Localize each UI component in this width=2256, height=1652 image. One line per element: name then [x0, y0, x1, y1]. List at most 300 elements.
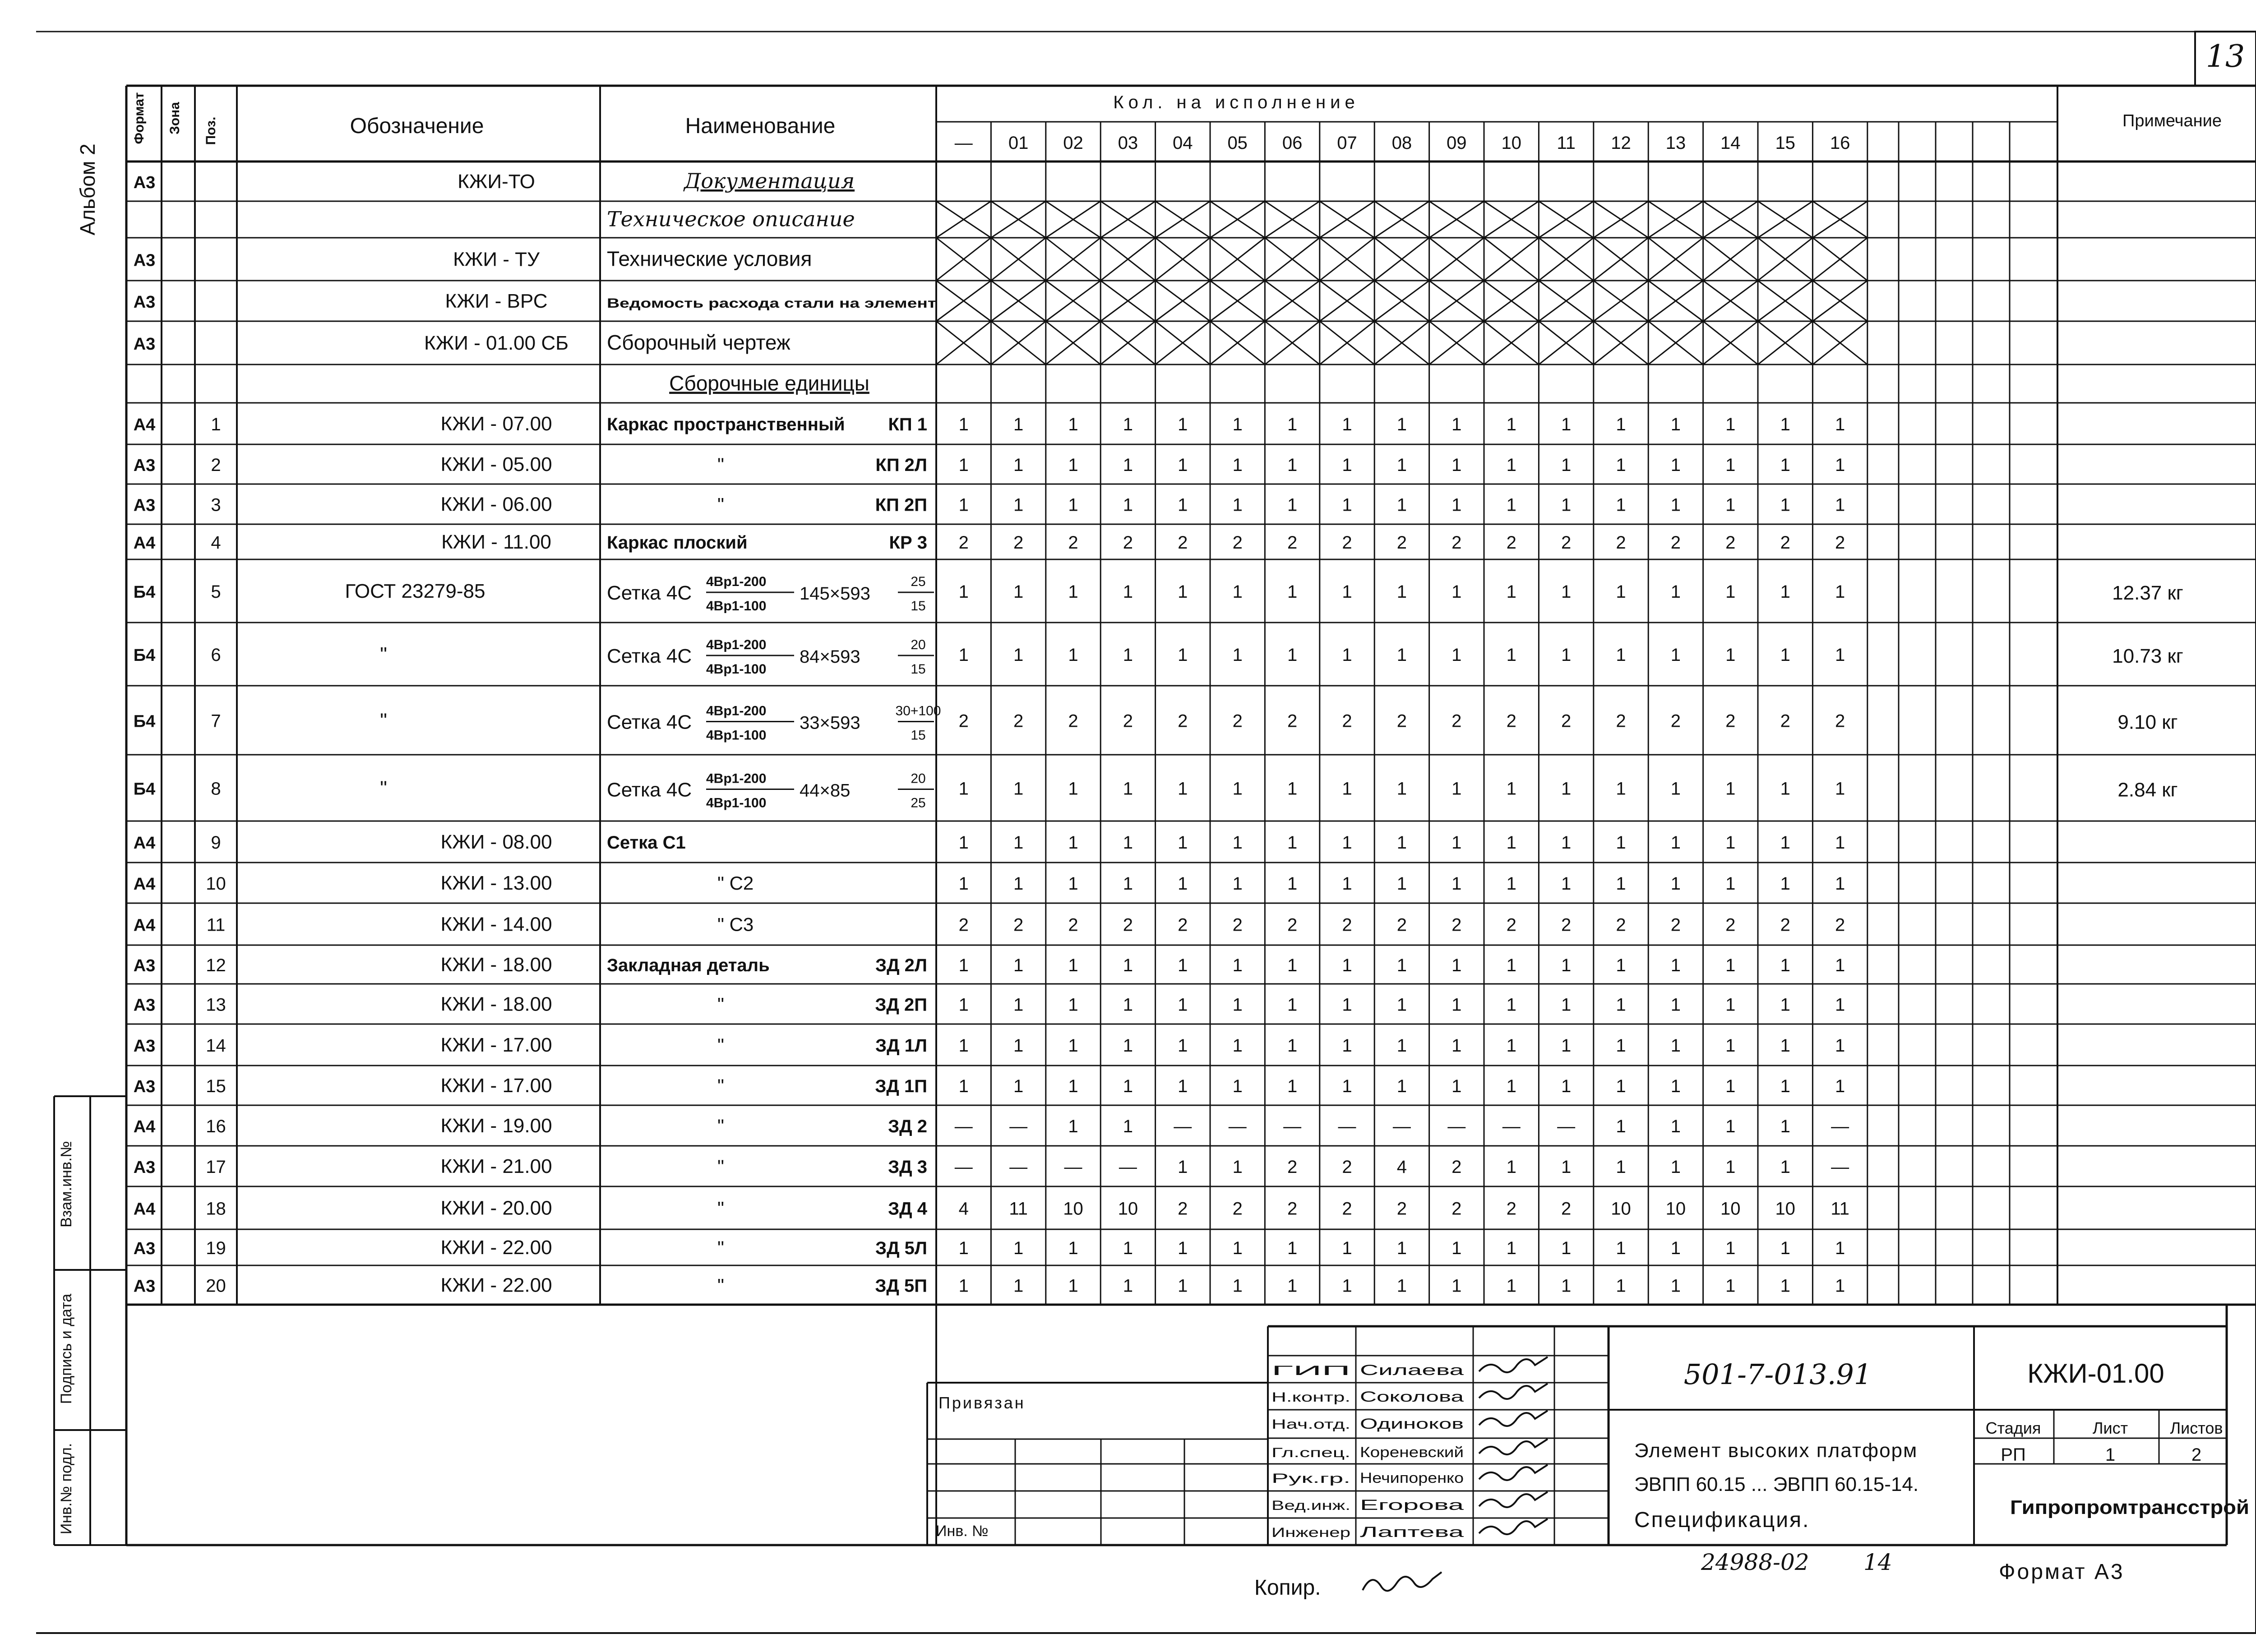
organization: Гипропромтрансстрой: [2010, 1496, 2249, 1518]
qty-cell: 1: [1561, 415, 1572, 434]
row-name: ": [717, 494, 724, 515]
approval-signature: [1479, 1492, 1548, 1507]
spec-table-header: [76, 39, 2245, 235]
page-number: 13: [2205, 39, 2245, 74]
qty-cell: 1: [1068, 455, 1078, 475]
variant-label: 09: [1447, 133, 1467, 153]
variant-label: 07: [1337, 133, 1357, 153]
qty-cell: 1: [1287, 645, 1298, 665]
row-position: 14: [206, 1036, 226, 1056]
row-name: ": [717, 1075, 724, 1096]
qty-cell: 1: [1013, 1238, 1024, 1258]
row-mark: ЗД 1Л: [875, 1036, 927, 1056]
row-position: 18: [206, 1199, 226, 1219]
qty-cell: 11: [1831, 1199, 1849, 1219]
row-designation: КЖИ - 17.00: [440, 1075, 552, 1097]
qty-cell: 1: [1835, 779, 1845, 799]
qty-cell: 1: [1068, 1238, 1078, 1258]
title-line-3: Спецификация.: [1634, 1508, 1810, 1532]
approval-role: Нач.отд.: [1271, 1417, 1350, 1432]
sheets-label: Листов: [2170, 1419, 2223, 1437]
qty-cell: 1: [1725, 955, 1736, 975]
row-designation: КЖИ - 06.00: [440, 493, 552, 516]
qty-cell: 2: [1232, 1199, 1243, 1219]
qty-cell: 1: [1835, 1276, 1845, 1296]
qty-cell: 1: [1561, 833, 1572, 853]
row-name: ": [717, 1156, 724, 1177]
row-mark: ЗД 4: [888, 1199, 927, 1219]
row-format: Б4: [133, 646, 156, 665]
spec-table-body: [134, 169, 2183, 1297]
qty-cell: 1: [1123, 495, 1133, 515]
qty-cell: 1: [1506, 1076, 1516, 1096]
left-side-stamp: [54, 1096, 126, 1545]
qty-cell: 1: [1123, 455, 1133, 475]
qty-cell: 1: [1835, 1036, 1845, 1056]
qty-cell: 1: [1178, 1157, 1188, 1177]
qty-cell: 1: [1068, 1117, 1078, 1136]
qty-cell: 1: [1616, 1157, 1626, 1177]
qty-cell: 1: [1452, 1276, 1462, 1296]
qty-cell: 1: [1123, 415, 1133, 434]
row-name: Каркас плоский: [607, 533, 748, 553]
approval-role: Н.контр.: [1271, 1390, 1350, 1405]
row-position: 9: [211, 833, 221, 853]
qty-cell: 2: [958, 915, 969, 935]
row-designation: КЖИ - 21.00: [440, 1155, 552, 1177]
qty-cell: 1: [1178, 1036, 1188, 1056]
qty-cell: 1: [1780, 1238, 1790, 1258]
qty-cell: 2: [1561, 711, 1572, 731]
qty-cell: 2: [958, 711, 969, 731]
qty-cell: 1: [1396, 1036, 1407, 1056]
qty-cell: 1: [1013, 455, 1024, 475]
mesh-ratio-top: 25: [911, 574, 926, 589]
row-name: Техническое описание: [607, 207, 855, 231]
row-format: А3: [133, 956, 156, 975]
qty-cell: 1: [1780, 1276, 1790, 1296]
qty-cell: 1: [1780, 874, 1790, 894]
qty-cell: 1: [1068, 779, 1078, 799]
qty-cell: 1: [1670, 415, 1681, 434]
qty-cell: 2: [1396, 1199, 1407, 1219]
qty-cell: 1: [1068, 582, 1078, 602]
qty-cell: 1: [1068, 495, 1078, 515]
row-format: А4: [133, 1200, 156, 1219]
qty-cell: 1: [1232, 779, 1243, 799]
row-position: 13: [206, 995, 226, 1015]
qty-cell: 1: [1013, 779, 1024, 799]
mesh-rod-bottom: 4Вр1-100: [706, 795, 767, 811]
approval-person: Одиноков: [1360, 1416, 1464, 1432]
qty-cell: 1: [1725, 995, 1736, 1015]
qty-cell: 1: [1506, 779, 1516, 799]
qty-cell: 2: [1780, 915, 1790, 935]
qty-cell: 1: [1396, 874, 1407, 894]
qty-cell: 1: [1616, 1276, 1626, 1296]
qty-cell: 1: [1670, 1157, 1681, 1177]
row-format: А3: [133, 293, 156, 312]
qty-cell: 1: [1561, 1238, 1572, 1258]
qty-cell: —: [1174, 1117, 1192, 1136]
row-position: 10: [206, 874, 226, 894]
row-name: " С2: [717, 872, 754, 894]
qty-cell: 1: [1452, 833, 1462, 853]
qty-cell: 1: [1396, 1276, 1407, 1296]
qty-cell: 1: [1561, 955, 1572, 975]
sheet-footer: [1254, 1549, 2125, 1600]
row-position: 3: [211, 495, 221, 515]
qty-cell: 2: [1068, 533, 1078, 553]
qty-cell: 10: [1775, 1199, 1795, 1219]
qty-cell: 1: [1342, 582, 1352, 602]
qty-cell: 1: [1506, 955, 1516, 975]
qty-cell: 1: [1287, 779, 1298, 799]
format-label: Формат А3: [1999, 1560, 2125, 1584]
qty-cell: 1: [1123, 1076, 1133, 1096]
mesh-dimensions: 44×85: [800, 780, 851, 801]
qty-cell: 1: [958, 833, 969, 853]
qty-cell: 1: [1342, 495, 1352, 515]
variant-label: 02: [1063, 133, 1083, 153]
qty-cell: 2: [1616, 533, 1626, 553]
row-mark: КП 2Л: [875, 455, 927, 475]
qty-cell: 1: [1835, 582, 1845, 602]
qty-cell: 1: [1342, 995, 1352, 1015]
qty-cell: 2: [1725, 915, 1736, 935]
row-position: 11: [206, 915, 226, 935]
qty-cell: 1: [1396, 495, 1407, 515]
qty-cell: 1: [958, 495, 969, 515]
bound-label: Привязан: [938, 1394, 1026, 1412]
header-designation: Обозначение: [350, 114, 484, 138]
qty-cell: 1: [1725, 1036, 1736, 1056]
qty-cell: 1: [1396, 779, 1407, 799]
row-name: Сетка 4С: [607, 582, 692, 604]
qty-cell: 1: [958, 1276, 969, 1296]
qty-cell: 1: [1178, 833, 1188, 853]
qty-cell: 2: [1287, 533, 1298, 553]
qty-cell: 1: [1780, 1157, 1790, 1177]
row-designation: КЖИ - 19.00: [440, 1115, 552, 1137]
qty-cell: 1: [1013, 1036, 1024, 1056]
qty-cell: —: [1392, 1117, 1411, 1136]
mesh-rod-bottom: 4Вр1-100: [706, 728, 767, 743]
qty-cell: 1: [1725, 645, 1736, 665]
approval-signature: [1479, 1519, 1548, 1534]
row-format: А4: [133, 534, 156, 553]
qty-cell: 2: [1835, 533, 1845, 553]
qty-cell: 1: [1287, 833, 1298, 853]
row-format: А3: [133, 251, 156, 270]
qty-cell: 1: [1178, 495, 1188, 515]
qty-cell: —: [954, 1117, 973, 1136]
row-position: 20: [206, 1276, 226, 1296]
qty-cell: 1: [1178, 995, 1188, 1015]
qty-cell: 1: [1452, 1036, 1462, 1056]
qty-cell: 1: [1452, 582, 1462, 602]
header-notes: Примечание: [2122, 111, 2222, 130]
row-designation: КЖИ - 18.00: [440, 993, 552, 1015]
qty-cell: 1: [1561, 455, 1572, 475]
qty-cell: 1: [1287, 995, 1298, 1015]
qty-cell: 1: [1287, 1238, 1298, 1258]
qty-cell: 1: [1452, 1076, 1462, 1096]
row-format: А4: [133, 415, 156, 434]
mesh-ratio-bottom: 15: [911, 599, 926, 614]
qty-cell: 2: [1452, 1199, 1462, 1219]
approval-role: Вед.инж.: [1271, 1498, 1350, 1513]
row-format: Б4: [133, 712, 156, 731]
copy-label: Копир.: [1254, 1576, 1321, 1600]
qty-cell: 2: [1013, 915, 1024, 935]
qty-cell: 1: [1068, 833, 1078, 853]
qty-cell: 1: [1780, 455, 1790, 475]
inventory-label: Инв. №: [936, 1523, 989, 1540]
qty-cell: 1: [1068, 874, 1078, 894]
qty-cell: 1: [1616, 995, 1626, 1015]
qty-cell: 1: [1013, 955, 1024, 975]
qty-cell: 2: [1123, 915, 1133, 935]
qty-cell: 2: [1013, 711, 1024, 731]
qty-cell: 2: [1178, 533, 1188, 553]
row-format: А3: [133, 1239, 156, 1258]
side-stamp-replaced: Взам.инв.№: [58, 1141, 75, 1227]
qty-cell: 1: [1616, 955, 1626, 975]
qty-cell: 1: [1068, 415, 1078, 434]
sheet-value: 1: [2105, 1445, 2116, 1465]
qty-cell: 1: [1123, 1276, 1133, 1296]
row-name: Сборочные единицы: [669, 371, 869, 395]
row-note: 10.73 кг: [2112, 645, 2183, 667]
qty-cell: 1: [1670, 582, 1681, 602]
qty-cell: 1: [1178, 779, 1188, 799]
qty-cell: 1: [1178, 455, 1188, 475]
qty-cell: 1: [1725, 779, 1736, 799]
qty-cell: 10: [1118, 1199, 1138, 1219]
qty-cell: —: [1119, 1157, 1137, 1177]
qty-cell: 2: [1561, 1199, 1572, 1219]
qty-cell: —: [954, 1157, 973, 1177]
row-designation: КЖИ - 07.00: [440, 413, 552, 435]
qty-cell: 2: [1342, 1157, 1352, 1177]
qty-cell: 1: [1232, 955, 1243, 975]
approval-signature: [1479, 1465, 1548, 1480]
qty-cell: 1: [1616, 1036, 1626, 1056]
archive-sheet: 14: [1863, 1549, 1892, 1575]
qty-cell: 2: [1506, 711, 1516, 731]
approval-person: Егорова: [1360, 1497, 1464, 1513]
variant-label: 05: [1227, 133, 1248, 153]
row-designation: КЖИ - 22.00: [440, 1274, 552, 1297]
qty-cell: 2: [1725, 533, 1736, 553]
stage-label: Стадия: [1985, 1419, 2041, 1437]
qty-cell: 1: [1780, 995, 1790, 1015]
qty-cell: 1: [1835, 1238, 1845, 1258]
variant-label: 04: [1173, 133, 1193, 153]
qty-cell: 1: [1616, 495, 1626, 515]
qty-cell: 1: [1178, 415, 1188, 434]
qty-cell: 1: [1342, 645, 1352, 665]
qty-cell: —: [1009, 1157, 1028, 1177]
qty-cell: 1: [1506, 1238, 1516, 1258]
qty-cell: 1: [1123, 833, 1133, 853]
row-name: Сетка 4С: [607, 711, 692, 734]
qty-cell: 1: [1123, 582, 1133, 602]
qty-cell: 2: [1396, 533, 1407, 553]
qty-cell: 1: [1561, 645, 1572, 665]
approval-signature: [1479, 1411, 1548, 1426]
qty-cell: 1: [1342, 779, 1352, 799]
qty-cell: 2: [1506, 533, 1516, 553]
row-mark: КР 3: [889, 533, 927, 553]
qty-cell: 1: [1616, 1117, 1626, 1136]
title-line-2: ЭВПП 60.15 ... ЭВПП 60.15-14.: [1634, 1473, 1919, 1495]
qty-cell: 2: [1835, 915, 1845, 935]
row-mark: ЗД 5Л: [875, 1238, 927, 1258]
row-designation: КЖИ - 05.00: [440, 453, 552, 475]
approval-person: Нечипоренко: [1360, 1470, 1464, 1486]
sheets-value: 2: [2191, 1445, 2202, 1465]
qty-cell: 1: [958, 995, 969, 1015]
qty-cell: —: [1338, 1117, 1356, 1136]
qty-cell: 1: [1452, 495, 1462, 515]
row-name: ": [717, 1197, 724, 1219]
qty-cell: 2: [1506, 915, 1516, 935]
row-position: 8: [211, 779, 221, 799]
qty-cell: 2: [958, 533, 969, 553]
qty-cell: 1: [1725, 1238, 1736, 1258]
row-position: 2: [211, 455, 221, 475]
variant-label: 10: [1501, 133, 1521, 153]
qty-cell: 1: [1506, 415, 1516, 434]
qty-cell: 2: [1178, 915, 1188, 935]
qty-cell: 1: [1561, 582, 1572, 602]
row-designation: ": [380, 777, 387, 799]
qty-cell: 1: [1287, 1036, 1298, 1056]
qty-cell: 1: [958, 1036, 969, 1056]
approval-role: Рук.гр.: [1271, 1471, 1350, 1486]
sheet-frame: [36, 32, 2256, 1633]
row-position: 15: [206, 1076, 226, 1096]
qty-cell: 1: [1013, 1076, 1024, 1096]
qty-cell: 1: [1561, 995, 1572, 1015]
qty-cell: —: [1831, 1117, 1849, 1136]
qty-cell: 1: [1725, 582, 1736, 602]
qty-cell: 1: [1506, 1276, 1516, 1296]
qty-cell: 2: [1452, 1157, 1462, 1177]
qty-cell: 1: [1616, 779, 1626, 799]
row-format: А3: [133, 996, 156, 1015]
row-designation: КЖИ - ТУ: [453, 248, 540, 271]
qty-cell: 2: [1561, 533, 1572, 553]
qty-cell: 1: [1670, 1076, 1681, 1096]
qty-cell: 1: [1123, 995, 1133, 1015]
variant-label: 01: [1008, 133, 1029, 153]
qty-cell: 1: [1780, 582, 1790, 602]
qty-cell: 1: [1835, 874, 1845, 894]
row-name: Сборочный чертеж: [607, 331, 791, 354]
row-mark: КП 1: [888, 415, 927, 434]
qty-cell: 10: [1063, 1199, 1083, 1219]
qty-cell: 1: [1780, 1117, 1790, 1136]
qty-cell: 1: [1452, 874, 1462, 894]
header-format: Формат: [132, 92, 147, 144]
qty-cell: 1: [1287, 495, 1298, 515]
row-name: Ведомость расхода стали на элемент: [607, 296, 936, 311]
row-name: Сетка С1: [607, 833, 686, 853]
row-name: " С3: [717, 914, 754, 935]
row-format: Б4: [133, 780, 156, 799]
qty-cell: 1: [1670, 1276, 1681, 1296]
qty-cell: 1: [958, 1238, 969, 1258]
qty-cell: 1: [1178, 1276, 1188, 1296]
qty-cell: 1: [1725, 495, 1736, 515]
row-note: 12.37 кг: [2112, 582, 2183, 604]
qty-cell: 1: [1232, 645, 1243, 665]
variant-label: 15: [1775, 133, 1795, 153]
qty-cell: 1: [958, 455, 969, 475]
archive-number: 24988-02: [1701, 1549, 1809, 1575]
mesh-ratio-top: 20: [911, 637, 926, 652]
qty-cell: 2: [1670, 711, 1681, 731]
qty-cell: 1: [1396, 415, 1407, 434]
qty-cell: 10: [1611, 1199, 1631, 1219]
qty-cell: 2: [1616, 711, 1626, 731]
qty-cell: 1: [1506, 874, 1516, 894]
row-position: 7: [211, 711, 221, 731]
approval-person: Кореневский: [1360, 1444, 1464, 1460]
qty-cell: 2: [1178, 711, 1188, 731]
qty-cell: 1: [1616, 455, 1626, 475]
qty-cell: 1: [1561, 1157, 1572, 1177]
stage-value: РП: [2001, 1445, 2026, 1465]
row-note: 9.10 кг: [2117, 711, 2178, 734]
qty-cell: 1: [1452, 1238, 1462, 1258]
qty-cell: 1: [1013, 495, 1024, 515]
row-name: Сетка 4С: [607, 645, 692, 667]
qty-cell: 1: [958, 955, 969, 975]
row-position: 12: [206, 955, 226, 975]
qty-cell: 1: [1342, 1238, 1352, 1258]
qty-cell: 1: [1287, 455, 1298, 475]
mesh-rod-top: 4Вр1-200: [706, 703, 767, 719]
qty-cell: 1: [1396, 645, 1407, 665]
row-note: 2.84 кг: [2117, 779, 2178, 801]
mesh-ratio-bottom: 25: [911, 795, 926, 811]
row-name: ": [717, 1115, 724, 1136]
qty-cell: 1: [1178, 955, 1188, 975]
album-label: Альбом 2: [76, 143, 99, 235]
qty-cell: 1: [1396, 1076, 1407, 1096]
qty-cell: 2: [1342, 711, 1352, 731]
qty-cell: 1: [1616, 874, 1626, 894]
row-designation: КЖИ-ТО: [458, 171, 535, 193]
qty-cell: 1: [1013, 1276, 1024, 1296]
qty-cell: 2: [1287, 1199, 1298, 1219]
sheet-label: Лист: [2092, 1419, 2128, 1437]
qty-cell: 1: [1013, 582, 1024, 602]
qty-cell: 1: [1342, 1036, 1352, 1056]
mesh-rod-bottom: 4Вр1-100: [706, 599, 767, 614]
qty-cell: 1: [1780, 415, 1790, 434]
variant-label: 03: [1118, 133, 1138, 153]
mesh-ratio-top: 30+100: [895, 703, 941, 719]
qty-cell: 1: [1780, 645, 1790, 665]
qty-cell: 1: [1013, 874, 1024, 894]
qty-cell: 1: [1396, 995, 1407, 1015]
qty-cell: —: [1557, 1117, 1576, 1136]
